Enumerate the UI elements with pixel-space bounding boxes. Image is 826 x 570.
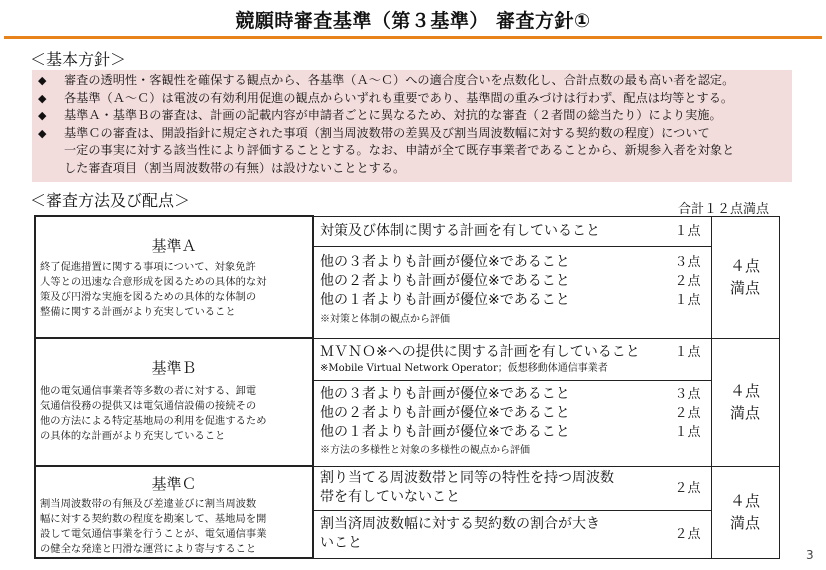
desc-line: 幅に対する契約数の程度を勘案して、基地局を開 xyxy=(40,513,267,525)
policy-text: した審査項目（割当周波数帯の有無）は設けないこととする。 xyxy=(64,160,406,175)
scoring-heading: ＜審査方法及び配点＞ xyxy=(30,191,191,210)
item-points: ２点 xyxy=(674,480,701,496)
basic-policy-box xyxy=(32,70,792,182)
item-points: １点 xyxy=(674,223,701,239)
desc-line: 他の方法による特定基地局の利用を促進するため xyxy=(40,415,267,427)
total-label: 満点 xyxy=(729,279,760,297)
item-text: 他の３者よりも計画が優位※であること xyxy=(320,253,570,270)
policy-text: 基準Ｃの審査は、開設指針に規定された事項（割当周波数帯の差異及び割当周波数幅に対する契約数の程度）について xyxy=(64,125,710,140)
total-score-note: 合計１２点満点 xyxy=(678,202,770,217)
criterion-b-row1 xyxy=(313,338,711,380)
policy-text: 一定の事実に対する該当性により評価することとする。なお、申請が全て既存事業者であることから、新規参入者を対象と xyxy=(64,143,735,157)
diamond-bullet-icon: ◆ xyxy=(38,91,47,105)
desc-line: 割当周波数帯の有無及び差違並びに割当周波数 xyxy=(40,498,257,510)
policy-text: 各基準（Ａ～Ｃ）は電波の有効利用促進の観点からいずれも重要であり、基準間の重みづけは行わず、配点は均等とする。 xyxy=(64,90,734,105)
criterion-b-row2 xyxy=(313,380,711,466)
table-row xyxy=(35,216,779,246)
criterion-description xyxy=(36,494,312,557)
item-text: 他の１者よりも計画が優位※であること xyxy=(320,423,570,440)
item-points: １点 xyxy=(674,424,701,440)
basic-policy-heading: ＜基本方針＞ xyxy=(30,50,127,69)
policy-text: 審査の透明性・客観性を確保する観点から、各基準（Ａ～Ｃ）への適合度合いを点数化し、合計点数の最も高い者を認定。 xyxy=(64,73,735,87)
criterion-b-cell xyxy=(35,338,313,466)
item-points: ２点 xyxy=(674,273,701,289)
criterion-b-total xyxy=(711,338,779,466)
policy-text: 基準Ａ・基準Ｂの審査は、計画の記載内容が申請者ごとに異なるため、対抗的な審査（２者間の総当たり）により実施。 xyxy=(64,108,722,122)
item-text: 他の３者よりも計画が優位※であること xyxy=(320,385,570,402)
title-underline xyxy=(4,36,822,39)
item-points: ３点 xyxy=(674,386,701,402)
desc-line: の具体的な計画がより充実していること xyxy=(40,430,226,442)
criteria-table xyxy=(34,215,780,559)
item-note: ※方法の多様性と対象の多様性の観点から評価 xyxy=(320,444,530,456)
item-text: いこと xyxy=(320,535,362,552)
table-row xyxy=(35,466,779,511)
item-points: ３点 xyxy=(674,254,701,270)
item-text: 割当済周波数幅に対する契約数の割合が大き xyxy=(320,516,600,533)
total-points: ４点 xyxy=(729,492,760,510)
desc-line: 策及び円滑な実施を図るための具体的な体制の xyxy=(40,291,257,303)
total-label: 満点 xyxy=(729,514,760,532)
criterion-name: 基準Ｃ xyxy=(151,475,197,493)
criterion-a-total xyxy=(711,216,779,338)
criterion-c-row1 xyxy=(313,466,711,511)
page-title: 競願時審査基準（第３基準） 審査方針① xyxy=(235,10,591,32)
item-points: ２点 xyxy=(674,405,701,421)
criterion-c-row2 xyxy=(313,511,711,558)
item-text: 他の１者よりも計画が優位※であること xyxy=(320,291,570,308)
criterion-a-row2 xyxy=(313,246,711,338)
policy-item xyxy=(38,90,786,108)
desc-line: の健全な発達と円滑な運営により寄与すること xyxy=(40,543,257,555)
criterion-c-cell xyxy=(35,466,313,558)
item-text: 他の２者よりも計画が優位※であること xyxy=(320,404,570,421)
diamond-bullet-icon: ◆ xyxy=(38,109,47,122)
page-number: 3 xyxy=(806,548,814,562)
total-label: 満点 xyxy=(729,404,760,422)
criterion-c-total xyxy=(711,466,779,558)
criterion-a-cell xyxy=(35,216,313,338)
desc-line: 他の電気通信事業者等多数の者に対する、卸電 xyxy=(40,385,257,397)
criterion-name: 基準Ａ xyxy=(151,237,197,255)
diamond-bullet-icon: ◆ xyxy=(38,126,47,140)
criterion-a-row1 xyxy=(313,216,711,246)
item-points: １点 xyxy=(674,345,701,360)
item-points: ２点 xyxy=(674,526,701,542)
desc-line: 終了促進措置に関する事項について、対象免許 xyxy=(40,261,256,273)
total-points: ４点 xyxy=(729,257,760,275)
desc-line: 設して電気通信事業を行うことが、電気通信事業 xyxy=(40,528,267,540)
item-text: 対策及び体制に関する計画を有していること xyxy=(320,222,600,239)
item-text: 割り当てる周波数帯と同等の特性を持つ周波数 xyxy=(320,470,614,487)
item-note: ※対策と体制の観点から評価 xyxy=(320,313,450,325)
criterion-description xyxy=(36,256,312,320)
item-text: ＭＶＮＯ※への提供に関する計画を有していること xyxy=(320,344,640,360)
policy-item xyxy=(38,72,786,90)
criterion-description xyxy=(36,378,312,444)
item-points: １点 xyxy=(674,292,701,308)
policy-item xyxy=(38,107,786,125)
criterion-name: 基準Ｂ xyxy=(151,359,197,377)
item-note: ※Mobile Virtual Network Operator；仮想移動体通信事業者 xyxy=(320,363,608,374)
total-points: ４点 xyxy=(729,382,760,400)
desc-line: 整備に関する計画がより充実していること xyxy=(40,306,236,318)
item-text: 他の２者よりも計画が優位※であること xyxy=(320,272,570,289)
table-row xyxy=(35,338,779,380)
diamond-bullet-icon: ◆ xyxy=(38,74,47,87)
desc-line: 人等との迅速な合意形成を図るための具体的な対 xyxy=(40,276,267,288)
policy-item xyxy=(38,125,786,178)
desc-line: 気通信役務の提供又は電気通信設備の接続その xyxy=(40,400,257,412)
item-text: 帯を有していないこと xyxy=(320,489,460,506)
